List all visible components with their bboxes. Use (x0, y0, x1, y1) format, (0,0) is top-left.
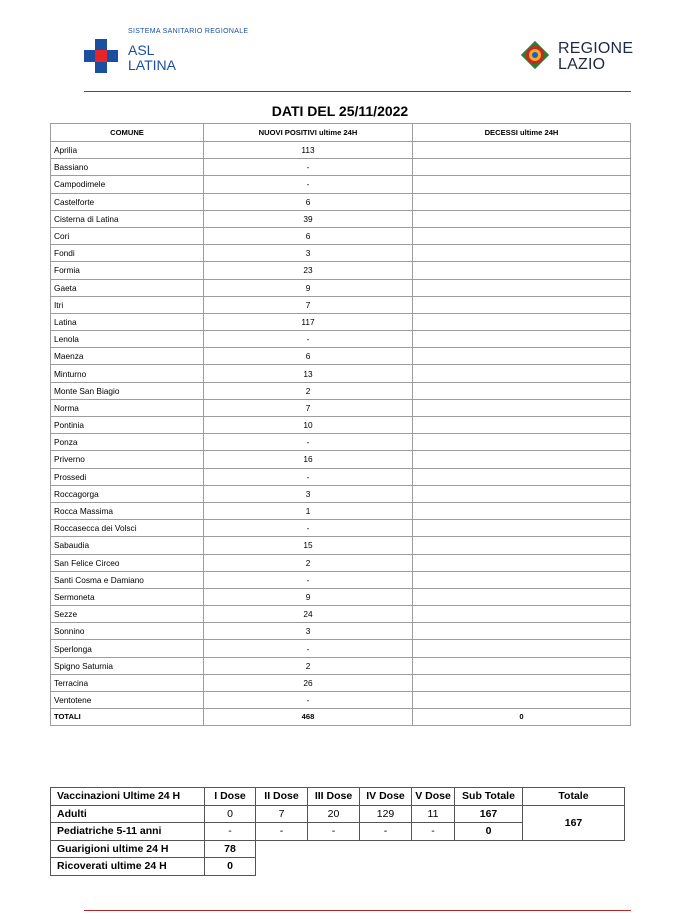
row-positivi: - (204, 434, 413, 451)
row-decessi (413, 176, 631, 193)
page-title: DATI DEL 25/11/2022 (271, 103, 409, 119)
row-comune: Terracina (51, 674, 204, 691)
row-positivi: 3 (204, 623, 413, 640)
table-row (51, 554, 631, 571)
footer-divider (84, 910, 631, 911)
row-comune: Cisterna di Latina (51, 210, 204, 227)
row-positivi: 26 (204, 674, 413, 691)
row-comune: Sonnino (51, 623, 204, 640)
row-positivi: 117 (204, 313, 413, 330)
row-comune: Ventotene (51, 692, 204, 709)
asl-latina-logo (84, 28, 254, 78)
regione-line1: REGIONE (558, 40, 634, 57)
vax-adulti-row (51, 805, 625, 823)
vax-adulti-dose4: 129 (360, 805, 412, 823)
row-positivi: - (204, 571, 413, 588)
row-decessi (413, 313, 631, 330)
header-divider (84, 91, 631, 92)
comuni-table (50, 123, 631, 726)
row-decessi (413, 623, 631, 640)
table-row (51, 571, 631, 588)
row-positivi: - (204, 520, 413, 537)
row-comune: Campodimele (51, 176, 204, 193)
row-decessi (413, 468, 631, 485)
row-decessi (413, 606, 631, 623)
vax-adulti-dose1: 0 (205, 805, 256, 823)
table-row (51, 159, 631, 176)
row-comune: Monte San Biagio (51, 382, 204, 399)
asl-name-line2: LATINA (128, 57, 176, 73)
row-comune: Sermoneta (51, 588, 204, 605)
row-comune: Santi Cosma e Damiano (51, 571, 204, 588)
vax-pediatriche-dose1: - (205, 823, 256, 841)
row-decessi (413, 451, 631, 468)
table-row (51, 417, 631, 434)
row-decessi (413, 227, 631, 244)
totals-row (51, 709, 631, 726)
table-row (51, 176, 631, 193)
guarigioni-row (51, 840, 625, 858)
vax-adulti-dose3: 20 (308, 805, 360, 823)
table-row (51, 623, 631, 640)
vax-pediatriche-dose4: - (360, 823, 412, 841)
row-positivi: 24 (204, 606, 413, 623)
row-comune: Minturno (51, 365, 204, 382)
header-nuovi-positivi: NUOVI POSITIVI ultime 24H (204, 124, 413, 142)
row-decessi (413, 193, 631, 210)
vax-header-totale: Totale (523, 788, 625, 806)
row-comune: Maenza (51, 348, 204, 365)
row-decessi (413, 245, 631, 262)
row-positivi: 2 (204, 554, 413, 571)
row-positivi: 7 (204, 296, 413, 313)
row-positivi: 6 (204, 348, 413, 365)
row-positivi: 2 (204, 657, 413, 674)
row-decessi (413, 331, 631, 348)
row-positivi: - (204, 640, 413, 657)
row-positivi: 3 (204, 245, 413, 262)
row-decessi (413, 485, 631, 502)
table-row (51, 520, 631, 537)
row-positivi: 7 (204, 399, 413, 416)
row-comune: Norma (51, 399, 204, 416)
row-comune: Formia (51, 262, 204, 279)
asl-name-line1: ASL (128, 42, 155, 58)
table-row (51, 468, 631, 485)
row-positivi: 13 (204, 365, 413, 382)
ricoverati-label: Ricoverati ultime 24 H (51, 858, 205, 876)
row-positivi: 9 (204, 279, 413, 296)
row-decessi (413, 588, 631, 605)
row-positivi: 23 (204, 262, 413, 279)
row-decessi (413, 657, 631, 674)
totals-positivi: 468 (204, 709, 413, 726)
row-comune: Latina (51, 313, 204, 330)
regione-lazio-logo (520, 38, 640, 78)
row-decessi (413, 692, 631, 709)
guarigioni-value: 78 (205, 840, 256, 858)
row-decessi (413, 262, 631, 279)
row-comune: Cori (51, 227, 204, 244)
row-comune: Prossedi (51, 468, 204, 485)
row-comune: Bassiano (51, 159, 204, 176)
row-comune: Sezze (51, 606, 204, 623)
row-decessi (413, 348, 631, 365)
row-positivi: 6 (204, 193, 413, 210)
row-decessi (413, 674, 631, 691)
table-row (51, 657, 631, 674)
header-decessi: DECESSI ultime 24H (413, 124, 631, 142)
row-positivi: 9 (204, 588, 413, 605)
row-comune: Rocca Massima (51, 502, 204, 519)
row-decessi (413, 365, 631, 382)
row-positivi: - (204, 331, 413, 348)
table-row (51, 262, 631, 279)
table-row (51, 279, 631, 296)
vax-header-dose1: I Dose (205, 788, 256, 806)
row-positivi: - (204, 176, 413, 193)
table-row (51, 331, 631, 348)
table-row (51, 606, 631, 623)
table-row (51, 313, 631, 330)
table-row (51, 227, 631, 244)
row-comune: Castelforte (51, 193, 204, 210)
row-positivi: 2 (204, 382, 413, 399)
asl-tagline: SISTEMA SANITARIO REGIONALE (128, 28, 249, 35)
vax-header-label: Vaccinazioni Ultime 24 H (51, 788, 205, 806)
header-comune: COMUNE (51, 124, 204, 142)
table-row (51, 210, 631, 227)
row-positivi: 6 (204, 227, 413, 244)
row-decessi (413, 296, 631, 313)
row-comune: Pontinia (51, 417, 204, 434)
row-decessi (413, 210, 631, 227)
comuni-table-header (51, 124, 631, 142)
row-comune: Roccagorga (51, 485, 204, 502)
vax-header-subtotale: Sub Totale (455, 788, 523, 806)
table-row (51, 434, 631, 451)
row-positivi: 15 (204, 537, 413, 554)
vax-header-row (51, 788, 625, 806)
table-row (51, 588, 631, 605)
table-row (51, 502, 631, 519)
row-positivi: 10 (204, 417, 413, 434)
guarigioni-label: Guarigioni ultime 24 H (51, 840, 205, 858)
row-decessi (413, 640, 631, 657)
vax-header-dose2: II Dose (256, 788, 308, 806)
vax-adulti-dose5: 11 (412, 805, 455, 823)
row-comune: Gaeta (51, 279, 204, 296)
row-comune: Itri (51, 296, 204, 313)
row-decessi (413, 382, 631, 399)
table-row (51, 485, 631, 502)
table-row (51, 296, 631, 313)
table-row (51, 537, 631, 554)
row-positivi: 3 (204, 485, 413, 502)
table-row (51, 399, 631, 416)
totals-decessi: 0 (413, 709, 631, 726)
row-decessi (413, 520, 631, 537)
table-row (51, 348, 631, 365)
row-positivi: - (204, 468, 413, 485)
row-comune: Aprilia (51, 142, 204, 159)
row-positivi: 1 (204, 502, 413, 519)
row-comune: Spigno Saturnia (51, 657, 204, 674)
row-decessi (413, 502, 631, 519)
row-comune: Sabaudia (51, 537, 204, 554)
row-decessi (413, 571, 631, 588)
vax-pediatriche-label: Pediatriche 5-11 anni (51, 823, 205, 841)
row-comune: Sperlonga (51, 640, 204, 657)
row-decessi (413, 417, 631, 434)
vax-pediatriche-subtotale: 0 (455, 823, 523, 841)
row-comune: Ponza (51, 434, 204, 451)
vaccination-table (50, 787, 625, 876)
vax-pediatriche-dose2: - (256, 823, 308, 841)
row-comune: Fondi (51, 245, 204, 262)
row-decessi (413, 142, 631, 159)
vax-pediatriche-dose5: - (412, 823, 455, 841)
row-comune: San Felice Circeo (51, 554, 204, 571)
row-decessi (413, 399, 631, 416)
vax-adulti-label: Adulti (51, 805, 205, 823)
vax-adulti-dose2: 7 (256, 805, 308, 823)
vax-pediatriche-dose3: - (308, 823, 360, 841)
row-comune: Lenola (51, 331, 204, 348)
vax-header-dose4: IV Dose (360, 788, 412, 806)
table-row (51, 193, 631, 210)
table-row (51, 640, 631, 657)
table-row (51, 142, 631, 159)
ricoverati-row (51, 858, 625, 876)
row-positivi: 39 (204, 210, 413, 227)
ricoverati-value: 0 (205, 858, 256, 876)
table-row (51, 692, 631, 709)
row-decessi (413, 279, 631, 296)
row-positivi: 16 (204, 451, 413, 468)
vax-adulti-subtotale: 167 (455, 805, 523, 823)
row-positivi: - (204, 159, 413, 176)
vax-header-dose5: V Dose (412, 788, 455, 806)
vax-totale: 167 (523, 805, 625, 840)
table-row (51, 382, 631, 399)
table-row (51, 245, 631, 262)
row-positivi: 113 (204, 142, 413, 159)
table-row (51, 365, 631, 382)
row-comune: Roccasecca dei Volsci (51, 520, 204, 537)
regione-lazio-emblem-icon (520, 40, 550, 70)
table-row (51, 674, 631, 691)
row-positivi: - (204, 692, 413, 709)
red-cross-icon (84, 39, 118, 73)
vax-header-dose3: III Dose (308, 788, 360, 806)
row-decessi (413, 434, 631, 451)
row-decessi (413, 159, 631, 176)
row-decessi (413, 554, 631, 571)
row-comune: Priverno (51, 451, 204, 468)
table-row (51, 451, 631, 468)
row-decessi (413, 537, 631, 554)
regione-line2: LAZIO (558, 56, 606, 73)
totals-label: TOTALI (51, 709, 204, 726)
